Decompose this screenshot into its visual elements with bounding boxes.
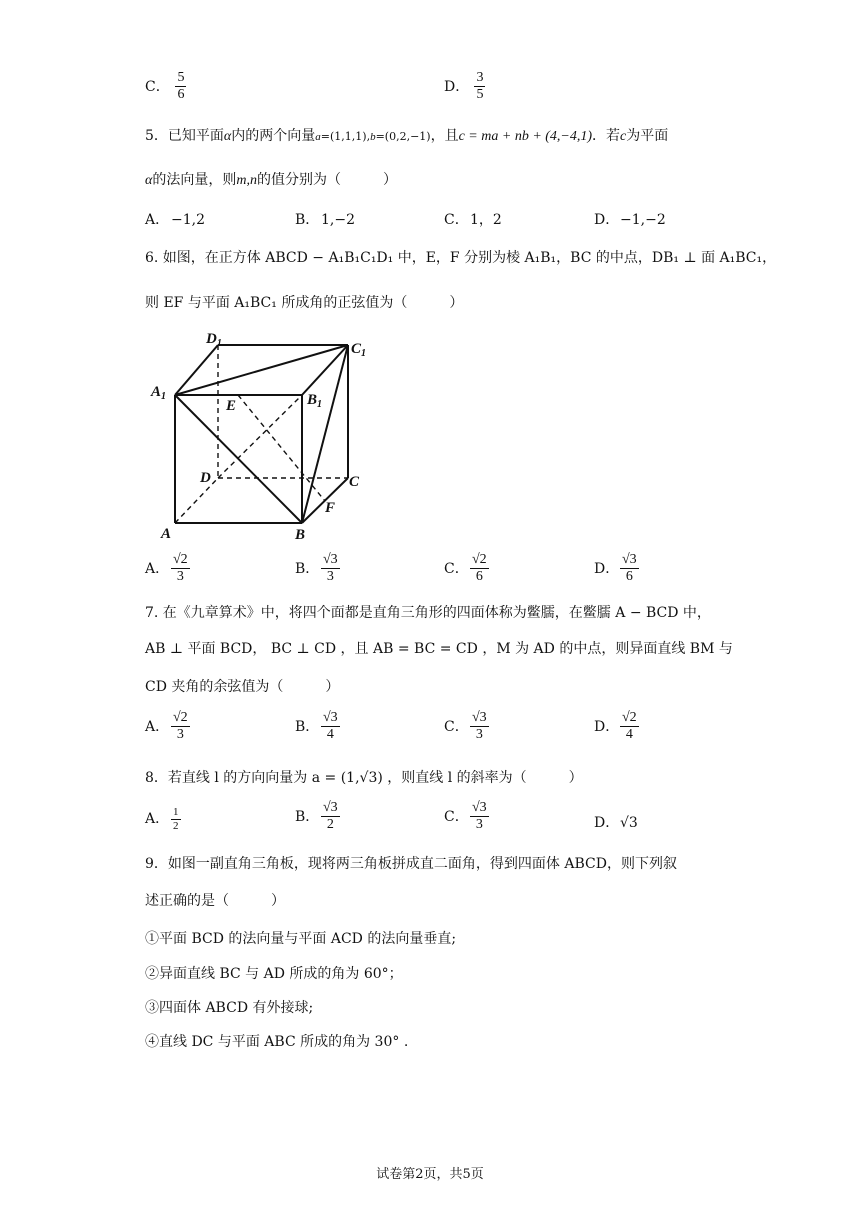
label-b: B	[295, 527, 306, 543]
q9-item-4: ④直线 DC 与平面 ABC 所成的角为 30° .	[145, 1034, 409, 1050]
q6-line-2: 则 EF 与平面 A₁BC₁ 所成角的正弦值为（ ）	[145, 295, 464, 311]
fraction: $\frac{3}{5}$	[476, 70, 484, 103]
q9-item-2: ②异面直线 BC 与 AD 所成的角为 60°；	[145, 966, 403, 982]
label-b1: $B_1$	[307, 392, 323, 410]
q6-option-d: D． $\frac{√3}{6}$	[594, 552, 637, 585]
q9-item-1: ①平面 BCD 的法向量与平面 ACD 的法向量垂直;	[145, 931, 457, 947]
q7-option-d: D． $\frac{√2}{4}$	[594, 710, 637, 743]
q8-option-b: B． $\frac{√3}{2}$	[295, 800, 338, 833]
q5-option-a: A． −1,2	[145, 212, 205, 228]
label-a: A	[161, 526, 172, 542]
page-footer: 试卷第2页，共5页	[376, 1167, 484, 1182]
label-d1: $D_1$	[206, 331, 222, 349]
q8-option-c: C． $\frac{√3}{3}$	[444, 800, 487, 833]
q7-option-b: B． $\frac{√3}{4}$	[295, 710, 338, 743]
q5-line-2: α的法向量，则m,n的值分别为（ ）	[145, 172, 397, 188]
q7-line-2: AB ⊥ 平面 BCD， BC ⊥ CD ，且 AB = BC = CD ，M 为 AD 的中点，则异面直线 BM 与	[145, 641, 733, 657]
q7-line-3: CD 夹角的余弦值为（ ）	[145, 679, 340, 695]
q5-option-b: B． 1,−2	[295, 212, 355, 228]
q9-line-1: 9．如图一副直角三角板，现将两三角板拼成直二面角，得到四面体 ABCD，则下列叙	[145, 856, 677, 872]
label-c: C	[349, 474, 360, 490]
q5-option-d: D．−1,−2	[594, 212, 666, 228]
q5-line-1: 5．已知平面α内的两个向量a=(1,1,1),b=(0,2,−1)，且c = ma + nb + (4,−4,1)．若c为平面	[145, 128, 669, 144]
q7-line-1: 7. 在《九章算术》中，将四个面都是直角三角形的四面体称为鳖臑，在鳖臑 A − BCD 中，	[145, 605, 711, 621]
q8-line-1: 8．若直线 l 的方向向量为 a = (1,√3) ，则直线 l 的斜率为（ ）	[145, 770, 583, 786]
q9-item-3: ③四面体 ABCD 有外接球;	[145, 1000, 314, 1016]
label-f: F	[325, 500, 336, 516]
q6-option-b: B． $\frac{√3}{3}$	[295, 552, 338, 585]
label-c1: $C_1$	[351, 341, 367, 359]
label-e: E	[226, 398, 237, 414]
q4-option-c	[145, 70, 186, 103]
q8-option-d: D．√3	[594, 815, 638, 831]
label-a1: $A_1$	[151, 384, 167, 402]
cube-figure	[140, 325, 380, 547]
q6-option-a: A． $\frac{√2}{3}$	[145, 552, 188, 585]
label-d: D	[200, 470, 211, 486]
q4-option-d	[444, 70, 485, 103]
option-label: C．	[145, 78, 170, 95]
q8-option-a: A． $\frac{1}{2}$	[145, 806, 179, 832]
q7-option-a: A． $\frac{√2}{3}$	[145, 710, 188, 743]
q5-option-c: C．1，2	[444, 212, 502, 228]
q9-line-2: 述正确的是（ ）	[145, 893, 285, 909]
option-label: D．	[444, 78, 470, 95]
q7-option-c: C． $\frac{√3}{3}$	[444, 710, 487, 743]
q6-option-c: C． $\frac{√2}{6}$	[444, 552, 487, 585]
q6-line-1: 6. 如图，在正方体 ABCD − A₁B₁C₁D₁ 中，E，F 分别为棱 A₁B₁，BC 的中点，DB₁ ⊥ 面 A₁BC₁，	[145, 250, 777, 266]
fraction: $\frac{5}{6}$	[177, 70, 185, 103]
